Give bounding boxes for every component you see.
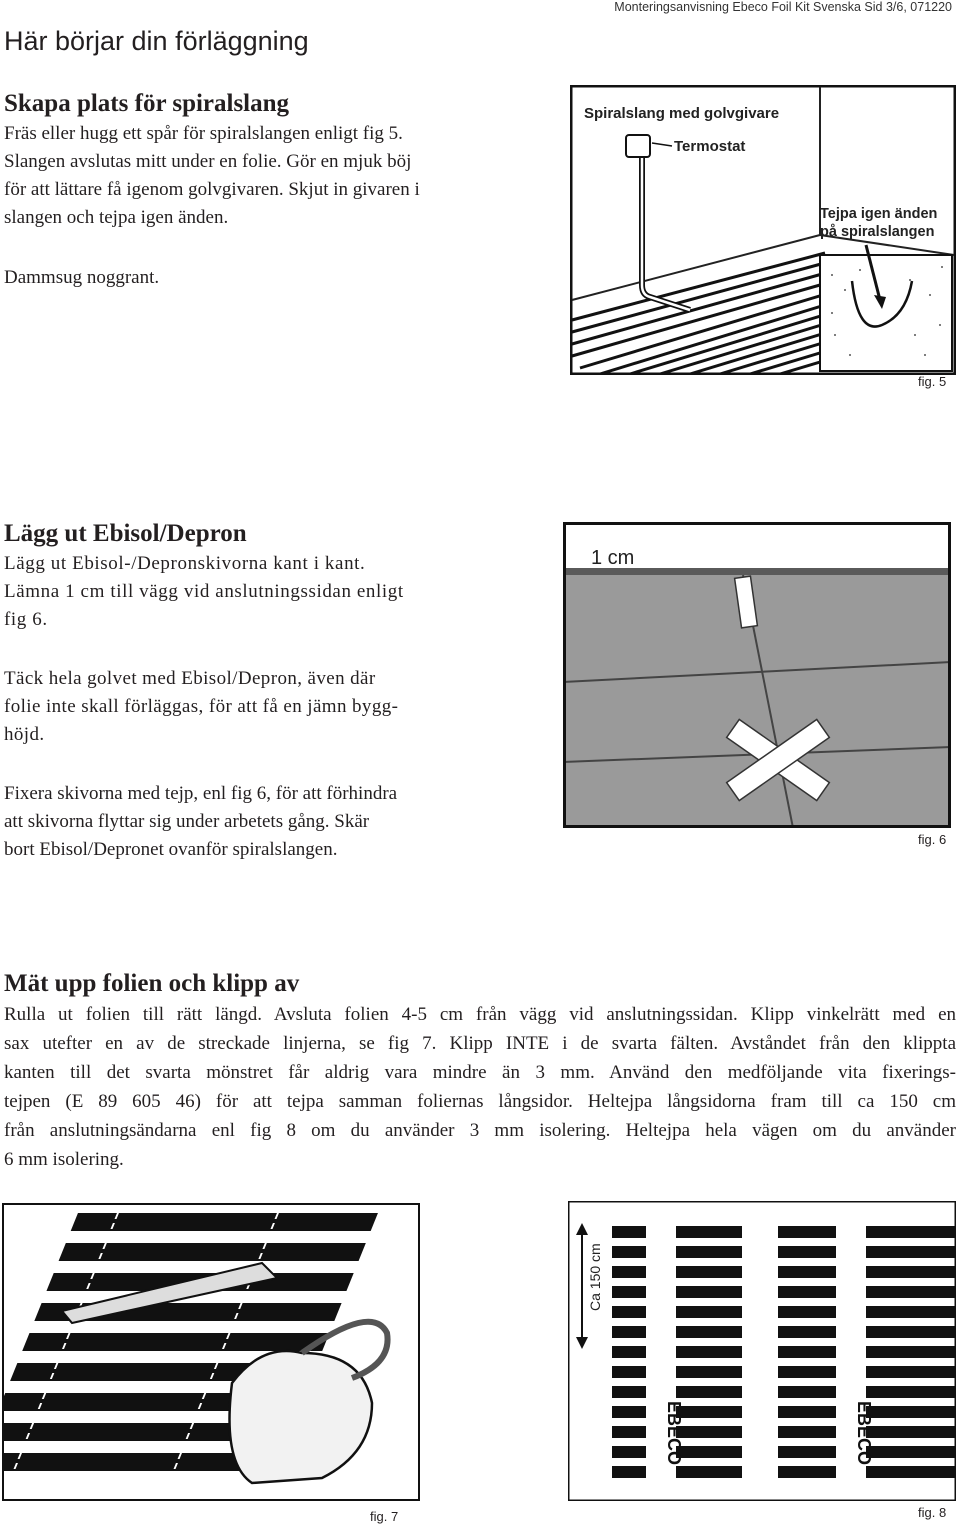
figure-7 xyxy=(2,1203,420,1501)
brand-logo-right: EBECO xyxy=(854,1401,874,1466)
text-line: kanten till det svarta mönstret får aldrig vara mindre än 3 mm. Använd den medföljande vita fixerings- xyxy=(4,1062,956,1083)
figure-5-caption: fig. 5 xyxy=(918,374,947,389)
text-line: sax utefter en av de streckade linjerna, se fig 7. Klipp INTE i de svarta fälten. Avståndet från den klippta xyxy=(4,1033,956,1054)
figure-6-illustration xyxy=(563,522,951,828)
text-line: tejpen (E 89 605 46) för att tejpa samman foliernas långsidor. Heltejpa långsidorna fram till ca 150 cm xyxy=(4,1091,956,1112)
page-title: Här börjar din förläggning xyxy=(4,26,309,56)
text-line: Lämna 1 cm till vägg vid anslutningssidan enligt xyxy=(4,581,404,602)
vacuum-note: Dammsug noggrant. xyxy=(4,267,160,288)
figure-7-illustration xyxy=(2,1203,420,1501)
label-hose: Spiralslang med golvgivare xyxy=(584,105,780,122)
section-text-ebisol-1 xyxy=(4,550,450,634)
text-line: Täck hela golvet med Ebisol/Depron, även där xyxy=(4,668,376,689)
section-text-spiralslang xyxy=(4,120,514,232)
label-length: Ca 150 cm xyxy=(587,1243,603,1311)
text-line: Fräs eller hugg ett spår för spiralslangen enligt fig 5. xyxy=(4,123,403,144)
document-reference: Monteringsanvisning Ebeco Foil Kit Svenska Sid 3/6, 071220 xyxy=(614,0,952,14)
figure-5 xyxy=(570,85,956,375)
text-line: folie inte skall förläggas, för att få en jämn bygg- xyxy=(4,696,399,717)
section-text-folie xyxy=(4,1000,956,1174)
section-heading-spiralslang: Skapa plats för spiralslang xyxy=(4,90,290,117)
text-line: från anslutningsändarna enl fig 8 om du använder 3 mm isolering. Heltejpa hela vägen om du använder xyxy=(4,1120,956,1141)
figure-8-illustration xyxy=(568,1201,956,1501)
section-heading-ebisol: Lägg ut Ebisol/Depron xyxy=(4,520,247,547)
figure-5-illustration xyxy=(570,85,956,375)
brand-logo-left: EBECO xyxy=(664,1401,684,1466)
section-heading-folie: Mät upp folien och klipp av xyxy=(4,970,300,997)
text-line: höjd. xyxy=(4,724,45,745)
text-line: Fixera skivorna med tejp, enl fig 6, för att förhindra xyxy=(4,783,398,804)
text-line: Slangen avslutas mitt under en folie. Gör en mjuk böj xyxy=(4,151,412,172)
text-line: 6 mm isolering. xyxy=(4,1149,124,1170)
label-tape-2: på spiralslangen xyxy=(820,224,935,240)
figure-6 xyxy=(563,522,951,828)
text-line: Rulla ut folien till rätt längd. Avsluta folien 4-5 cm från vägg vid anslutningssidan. Klipp vinkelrätt med en xyxy=(4,1004,956,1025)
label-tape-1: Tejpa igen änden xyxy=(820,206,938,222)
text-line: att skivorna flyttar sig under arbetets gång. Skär xyxy=(4,811,370,832)
figure-8 xyxy=(568,1201,956,1501)
section-text-ebisol-3 xyxy=(4,780,450,864)
text-line: Lägg ut Ebisol-/Depronskivorna kant i kant. xyxy=(4,553,366,574)
text-line: fig 6. xyxy=(4,609,48,630)
label-gap: 1 cm xyxy=(591,547,635,569)
label-thermostat: Termostat xyxy=(674,138,746,155)
text-line: för att lättare få igenom golvgivaren. Skjut in givaren i xyxy=(4,179,420,200)
section-text-ebisol-2 xyxy=(4,665,450,749)
figure-7-caption: fig. 7 xyxy=(370,1509,399,1524)
text-line: bort Ebisol/Depronet ovanför spiralslangen. xyxy=(4,839,338,860)
figure-8-caption: fig. 8 xyxy=(918,1505,947,1520)
text-line: slangen och tejpa igen änden. xyxy=(4,207,229,228)
figure-6-caption: fig. 6 xyxy=(918,832,947,847)
